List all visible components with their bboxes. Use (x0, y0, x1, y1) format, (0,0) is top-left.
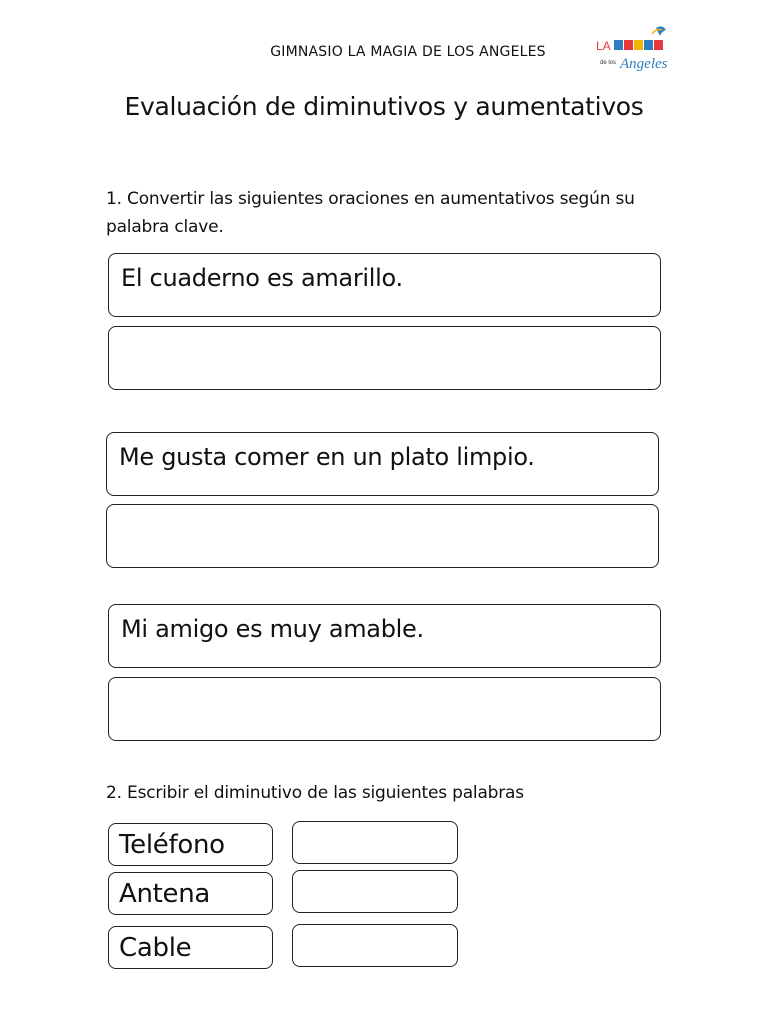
word-box (108, 926, 273, 969)
answer-box[interactable] (106, 504, 659, 568)
svg-text:Angeles: Angeles (620, 56, 668, 72)
page-title: Evaluación de diminutivos y aumentativos (124, 92, 644, 121)
sentence-box (108, 604, 661, 668)
instruction-2: 2. Escribir el diminutivo de las siguientes palabras (106, 783, 524, 803)
school-name: GIMNASIO LA MAGIA DE LOS ANGELES (270, 44, 546, 60)
svg-text:de los: de los (600, 60, 617, 66)
word-box (108, 872, 273, 915)
diminutive-answer-box[interactable] (292, 924, 458, 967)
diminutive-answer-box[interactable] (292, 821, 458, 864)
sentence-text: El cuaderno es amarillo. (121, 264, 403, 292)
word-text: Teléfono (119, 830, 225, 860)
school-logo (592, 24, 676, 74)
answer-box[interactable] (108, 677, 661, 741)
instruction-1: 1. Convertir las siguientes oraciones en aumentativos según su palabra clave. (106, 189, 635, 237)
sentence-box (106, 432, 659, 496)
sentence-text: Me gusta comer en un plato limpio. (119, 443, 535, 471)
svg-text:LA: LA (596, 39, 611, 53)
word-box (108, 823, 273, 866)
diminutive-answer-box[interactable] (292, 870, 458, 913)
word-text: Cable (119, 933, 192, 963)
sentence-text: Mi amigo es muy amable. (121, 615, 424, 643)
word-text: Antena (119, 879, 211, 909)
sentence-box (108, 253, 661, 317)
answer-box[interactable] (108, 326, 661, 390)
